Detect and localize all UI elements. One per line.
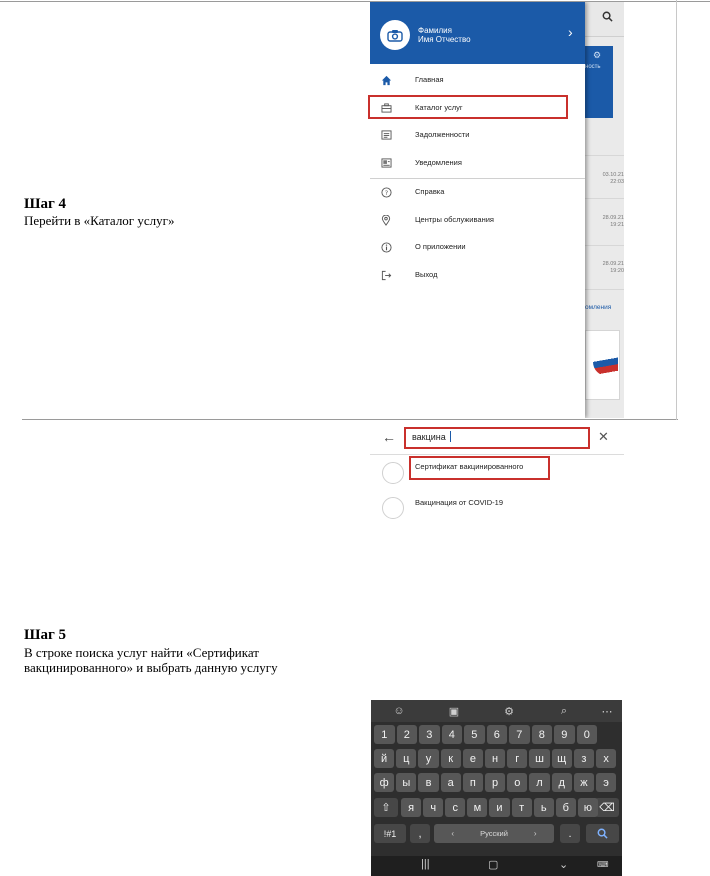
background-row-divider: [585, 155, 624, 156]
close-icon[interactable]: ✕: [598, 429, 609, 444]
key[interactable]: 4: [442, 725, 463, 744]
drawer-screenshot: [370, 2, 624, 418]
help-icon: [379, 185, 393, 199]
menu-label: Выход: [415, 270, 438, 279]
search-result-vaccination[interactable]: Вакцинация от COVID-19: [415, 498, 504, 507]
background-date: 28.09.21: [602, 215, 624, 221]
key[interactable]: ж: [574, 773, 594, 792]
chevron-right-icon: ›: [533, 829, 537, 838]
chevron-left-icon: ‹: [451, 829, 455, 838]
step4-title: Шаг 4: [24, 196, 67, 212]
user-last-name: Фамилия: [418, 26, 452, 35]
back-arrow-icon[interactable]: ←: [382, 429, 396, 445]
menu-label: Центры обслуживания: [415, 215, 494, 224]
key[interactable]: ь: [534, 798, 554, 817]
more-icon[interactable]: ⋯: [601, 705, 613, 718]
key[interactable]: у: [418, 749, 438, 768]
key[interactable]: ю: [578, 798, 598, 817]
key[interactable]: п: [463, 773, 483, 792]
key[interactable]: с: [445, 798, 465, 817]
key[interactable]: г: [507, 749, 527, 768]
key[interactable]: к: [441, 749, 461, 768]
search-result-certificate[interactable]: Сертификат вакцинированного: [415, 462, 524, 471]
search-highlight-frame: [404, 427, 590, 449]
search-icon[interactable]: [602, 11, 613, 25]
notification-icon: [379, 156, 393, 170]
background-topbar: [585, 2, 624, 37]
step5-title: Шаг 5: [24, 627, 67, 643]
key[interactable]: в: [418, 773, 438, 792]
search-key[interactable]: [586, 824, 619, 843]
result-icon: [382, 462, 404, 484]
backspace-key[interactable]: ⌫: [595, 798, 619, 817]
background-banner-text: ность: [585, 64, 601, 70]
keyboard-icon[interactable]: ⌨: [597, 860, 609, 869]
key[interactable]: 2: [397, 725, 418, 744]
key[interactable]: т: [512, 798, 532, 817]
camera-icon[interactable]: [380, 20, 410, 50]
menu-item-debts[interactable]: [370, 122, 585, 149]
info-icon: [379, 240, 393, 254]
gear-icon: ⚙: [593, 50, 602, 60]
background-time: 22:03: [610, 179, 624, 185]
menu-item-logout[interactable]: [370, 262, 585, 289]
chevron-right-icon: ›: [568, 24, 573, 40]
key[interactable]: н: [485, 749, 505, 768]
key[interactable]: 6: [487, 725, 508, 744]
step5-description-line2: вакцинированного» и выбрать данную услугу: [24, 660, 278, 675]
table-border-right: [676, 0, 677, 420]
key[interactable]: 3: [419, 725, 440, 744]
space-key[interactable]: [434, 824, 554, 843]
background-row-divider: [585, 198, 624, 199]
system-navigation-bar: [371, 856, 622, 876]
key[interactable]: щ: [552, 749, 572, 768]
key[interactable]: 1: [374, 725, 395, 744]
menu-item-home[interactable]: [370, 67, 585, 94]
background-date: 28.09.21: [602, 261, 624, 267]
background-time: 19:20: [610, 268, 624, 274]
menu-label: Главная: [415, 75, 444, 84]
key[interactable]: з: [574, 749, 594, 768]
key[interactable]: й: [374, 749, 394, 768]
key[interactable]: м: [467, 798, 487, 817]
navigation-drawer: [370, 2, 585, 418]
search-icon[interactable]: ⌕: [560, 704, 568, 717]
key[interactable]: ы: [396, 773, 416, 792]
keyboard-toolbar: [371, 700, 622, 722]
sticker-icon[interactable]: ▣: [448, 705, 460, 718]
key[interactable]: и: [489, 798, 509, 817]
key[interactable]: о: [507, 773, 527, 792]
key[interactable]: ц: [396, 749, 416, 768]
comma-key[interactable]: ,: [410, 824, 430, 843]
key[interactable]: 8: [532, 725, 553, 744]
background-row-divider: [585, 289, 624, 290]
menu-item-about[interactable]: [370, 234, 585, 261]
recent-apps-icon[interactable]: |||: [421, 858, 430, 870]
key[interactable]: ч: [423, 798, 443, 817]
background-row-divider: [585, 245, 624, 246]
settings-icon[interactable]: ⚙: [504, 705, 514, 718]
key[interactable]: ф: [374, 773, 394, 792]
catalog-highlight-frame: [368, 95, 568, 119]
menu-label: Задолженности: [415, 130, 470, 139]
key[interactable]: 7: [509, 725, 530, 744]
menu-item-notifications[interactable]: [370, 150, 585, 177]
key[interactable]: а: [441, 773, 461, 792]
keyboard-screenshot: [371, 700, 622, 876]
menu-label: О приложении: [415, 242, 466, 251]
key[interactable]: е: [463, 749, 483, 768]
symbols-key[interactable]: !#1: [374, 824, 406, 843]
key[interactable]: 5: [464, 725, 485, 744]
search-input[interactable]: вакцина: [412, 432, 446, 442]
key[interactable]: л: [529, 773, 549, 792]
key[interactable]: д: [552, 773, 572, 792]
search-icon: [597, 828, 608, 839]
background-link[interactable]: омления: [585, 304, 612, 311]
menu-label: Уведомления: [415, 158, 462, 167]
location-icon: [379, 213, 393, 227]
key[interactable]: э: [596, 773, 616, 792]
background-app: [585, 2, 624, 418]
home-button-icon[interactable]: ▢: [488, 859, 499, 871]
home-icon: [379, 73, 393, 87]
keyboard-bottom-row: [374, 824, 619, 848]
key[interactable]: я: [401, 798, 421, 817]
period-key[interactable]: .: [560, 824, 580, 843]
chevron-down-icon[interactable]: ⌄: [559, 859, 569, 871]
shift-key[interactable]: ⇧: [374, 798, 398, 817]
step5-description-line1: В строке поиска услуг найти «Сертификат: [24, 645, 259, 660]
step4-description: Перейти в «Каталог услуг»: [24, 213, 175, 228]
result-icon: [382, 497, 404, 519]
key[interactable]: р: [485, 773, 505, 792]
background-time: 19:21: [610, 222, 624, 228]
key[interactable]: 0: [577, 725, 598, 744]
menu-item-service-centers[interactable]: [370, 207, 585, 234]
key[interactable]: х: [596, 749, 616, 768]
key[interactable]: 9: [554, 725, 575, 744]
emoji-icon[interactable]: ☺: [393, 705, 405, 717]
svg-text:?: ?: [384, 188, 388, 197]
user-first-name: Имя Отчество: [418, 35, 471, 44]
background-date: 03.10.21: [602, 172, 624, 178]
logout-icon: [379, 268, 393, 282]
key[interactable]: ш: [529, 749, 549, 768]
space-label: Русский: [480, 829, 508, 838]
menu-label: Справка: [415, 187, 445, 196]
search-divider: [370, 454, 624, 455]
list-icon: [379, 128, 393, 142]
menu-label: Каталог услуг: [415, 103, 463, 112]
drawer-header[interactable]: [370, 2, 585, 64]
key[interactable]: б: [556, 798, 576, 817]
menu-item-help[interactable]: [370, 179, 585, 206]
result-highlight-frame: [409, 456, 550, 480]
